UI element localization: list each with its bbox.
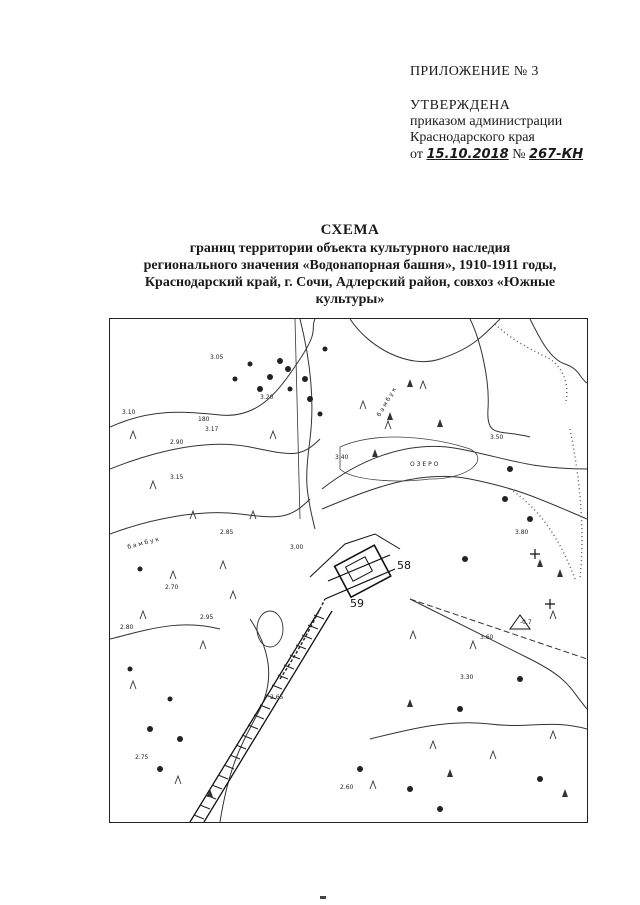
spot-height: 3.15 — [170, 474, 184, 481]
approval-block — [410, 64, 630, 163]
date-prefix: от — [410, 147, 423, 162]
approved-label: УТВЕРЖДЕНА — [410, 98, 511, 113]
approval-authority-line1: приказом администрации — [410, 114, 563, 129]
spot-height: 3.10 — [122, 409, 136, 416]
map-drawing — [110, 319, 587, 822]
approval-authority-line2: Краснодарского края — [410, 130, 535, 145]
spot-height: 2.60 — [340, 784, 354, 791]
order-number: 267-КН — [529, 147, 584, 162]
spot-height: 3.60 — [480, 634, 494, 641]
contour-label: 180 — [198, 416, 210, 423]
document-title — [110, 222, 590, 308]
spot-height: 2.90 — [170, 439, 184, 446]
spot-height: 2.75 — [135, 754, 149, 761]
survey-crosses — [530, 549, 555, 609]
spot-height: 3.40 — [335, 454, 349, 461]
grid-line — [295, 319, 300, 519]
grass-symbols — [130, 381, 556, 789]
railway-track — [190, 609, 332, 822]
spot-height: 3.50 — [490, 434, 504, 441]
spot-height: 2.70 — [165, 584, 179, 591]
dotted-boundaries — [495, 324, 582, 579]
spot-height: 2.65 — [270, 694, 284, 701]
spot-height: 2.85 — [220, 529, 234, 536]
title-line-3: Краснодарский край, г. Сочи, Адлерский район, совхоз «Южные — [144, 275, 556, 290]
spot-height: 3.05 — [210, 354, 224, 361]
spot-height: 3.20 — [260, 394, 274, 401]
page-mark — [320, 896, 326, 899]
title-line-4: культуры» — [315, 292, 385, 307]
boundary-line-east — [410, 599, 587, 659]
boundary-point-58: 58 — [397, 559, 411, 572]
vegetation-symbols — [128, 347, 544, 813]
map-labels — [120, 354, 532, 791]
lake-label: О З Е Р О — [410, 461, 439, 468]
spot-height: -0.7 — [520, 619, 532, 626]
vegetation-label-2: б а м б у к — [126, 535, 160, 551]
order-date-number — [410, 147, 630, 163]
boundary-point-59: 59 — [350, 597, 364, 610]
order-date: 15.10.2018 — [426, 147, 509, 162]
circular-feature — [257, 611, 283, 647]
spot-height: 2.95 — [200, 614, 214, 621]
road-dashed — [280, 599, 325, 679]
spot-height: 3.30 — [460, 674, 474, 681]
lake-outline — [340, 437, 478, 481]
contour-lines — [110, 319, 587, 822]
boundary-object — [310, 534, 400, 599]
title-line-2: регионального значения «Водонапорная башня», 1910-1911 годы, — [143, 258, 557, 273]
number-prefix: № — [512, 147, 526, 162]
vegetation-label-1: б а м б у к — [375, 386, 398, 418]
spot-height: 3.17 — [205, 426, 219, 433]
spot-height: 2.80 — [120, 624, 134, 631]
title-line-1: границ территории объекта культурного наследия — [189, 241, 511, 256]
title-heading: СХЕМА — [320, 222, 380, 238]
annex-number: ПРИЛОЖЕНИЕ № 3 — [410, 64, 539, 79]
territory-map — [109, 318, 588, 823]
spot-height: 3.80 — [515, 529, 529, 536]
spot-height: 3.00 — [290, 544, 304, 551]
